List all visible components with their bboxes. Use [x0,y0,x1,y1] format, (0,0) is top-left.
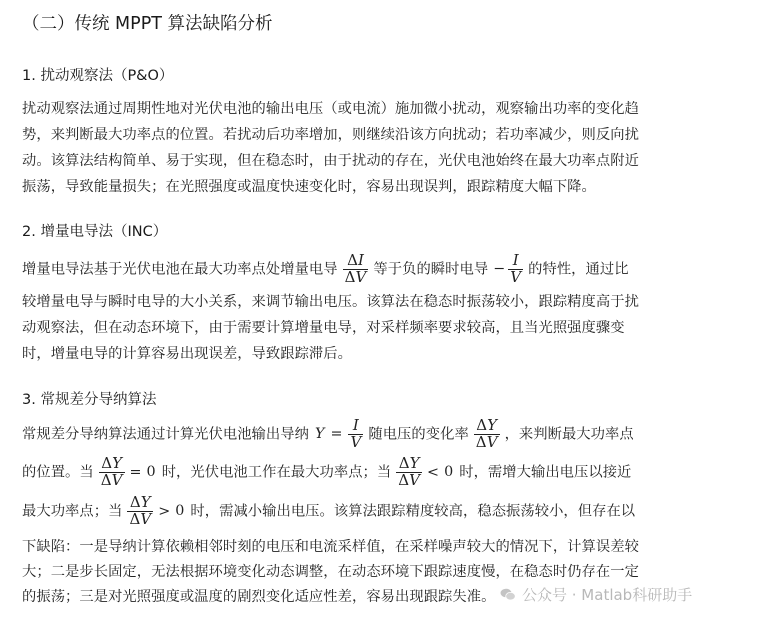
formula-I-V: $\frac{I}{V}$ [510,251,522,286]
heading-diff-admittance: 3. 常规差分导纳算法 [22,392,157,408]
paragraph-line-formula: 的位置。当 $\frac{\Delta Y}{\Delta V}$ = 0 时，光伏电池工作在最大功率点；当 $\frac{\Delta Y}{\Delta V}$ < 0 时，需增大输出电压以接近 [22,454,632,489]
heading-inc: 2. 增量电导法（INC） [22,224,168,240]
paragraph-line: 大；二是步长固定，无法根据环境变化动态调整，在动态环境下跟踪速度慢，在稳态时仍存在一定 [22,564,639,580]
formula-I-V: $\frac{I}{V}$ [350,416,362,451]
paragraph-line-formula: 增量电导法基于光伏电池在最大功率点处增量电导 $\frac{\Delta I}{\Delta V}$ 等于负的瞬时电导 − $\frac{I}{V}$ 的特性，通过比 [22,251,629,286]
wechat-icon [500,588,516,601]
paragraph-line: 振荡，导致能量损失；在光照强度或温度快速变化时，容易出现误判，跟踪精度大幅下降。 [22,179,596,195]
formula-dY-dV: $\frac{\Delta Y}{\Delta V}$ [100,454,123,489]
paragraph-line: 时，增量电导的计算容易出现误差，导致跟踪滞后。 [22,346,352,362]
formula-dI-dV: $\frac{\Delta I}{\Delta V}$ [344,251,367,286]
paragraph-line: 动。该算法结构简单、易于实现，但在稳态时，由于扰动的存在，光伏电池始终在最大功率点附近 [22,153,639,169]
watermark [500,584,692,605]
section-title: （二）传统 MPPT 算法缺陷分析 [22,14,273,34]
paragraph-line: 较增量电导与瞬时电导的大小关系，来调节输出电压。该算法在稳态时振荡较小，跟踪精度高于扰 [22,294,639,310]
formula-dY-dV: $\frac{\Delta Y}{\Delta V}$ [475,416,498,451]
paragraph-line: 扰动观察法通过周期性地对光伏电池的输出电压（或电流）施加微小扰动，观察输出功率的变化趋 [22,101,639,117]
paragraph-line: 下缺陷：一是导纳计算依赖相邻时刻的电压和电流采样值，在采样噪声较大的情况下，计算误差较 [22,539,639,555]
formula-dY-dV: $\frac{\Delta Y}{\Delta V}$ [398,454,421,489]
paragraph-line-formula: 常规差分导纳算法通过计算光伏电池输出导纳 Y = $\frac{I}{V}$ 随电压的变化率 $\frac{\Delta Y}{\Delta V}$ ，来判断最大功率点 [22,416,634,451]
watermark-text: 公众号 · Matlab科研助手 [522,586,693,604]
paragraph-line: 动观察法，但在动态环境下，由于需要计算增量电导，对采样频率要求较高，且当光照强度骤变 [22,320,625,336]
heading-po: 1. 扰动观察法（P&O） [22,68,174,84]
formula-dY-dV: $\frac{\Delta Y}{\Delta V}$ [129,493,152,528]
paragraph-line: 势，来判断最大功率点的位置。若扰动后功率增加，则继续沿该方向扰动；若功率减少，则反向扰 [22,127,639,143]
paragraph-line: 的振荡；三是对光照强度或温度的剧烈变化适应性差，容易出现跟踪失准。 [22,589,496,605]
paragraph-line-formula: 最大功率点；当 $\frac{\Delta Y}{\Delta V}$ > 0 时，需减小输出电压。该算法跟踪精度较高，稳态振荡较小，但存在以 [22,493,636,528]
